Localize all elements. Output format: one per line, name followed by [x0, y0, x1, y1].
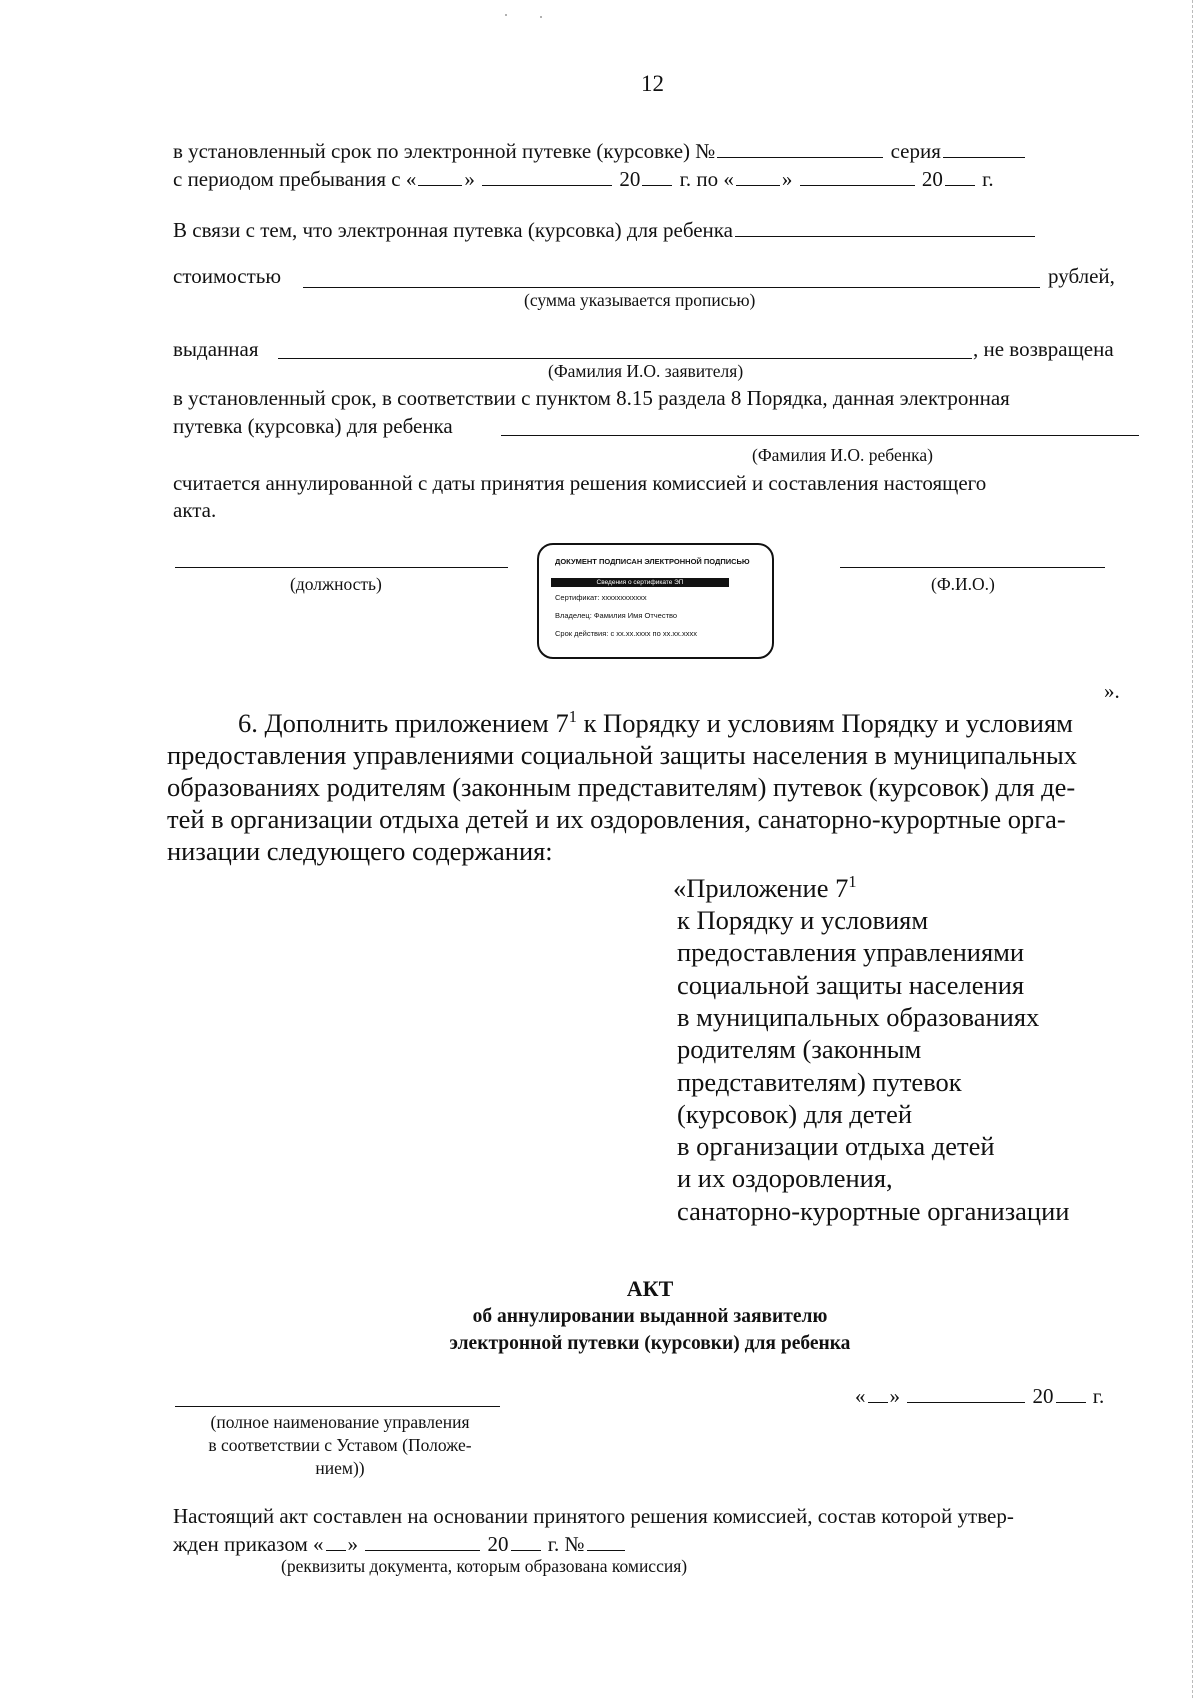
appendix-title-text: «Приложение 7 [673, 873, 849, 903]
act-year-blank [1056, 1382, 1086, 1403]
fio-hint: (Ф.И.О.) [931, 574, 995, 594]
appendix-line: в муниципальных образованиях [677, 1001, 1040, 1032]
org-name-blank [175, 1406, 500, 1407]
fio-blank [840, 567, 1105, 568]
appendix-line: родителям (законным [677, 1034, 922, 1065]
item6-line-1a: 6. Дополнить приложением 7 [238, 708, 569, 738]
org-hint-3: нием)) [315, 1458, 365, 1478]
day-from-blank [418, 165, 462, 186]
issued-tail: , не возвращена [973, 337, 1114, 361]
page-number: 12 [641, 71, 664, 96]
act-heading: АКТ [626, 1276, 674, 1301]
series-label: серия [890, 139, 941, 163]
act-year-prefix: 20 [1032, 1384, 1054, 1408]
stamp-owner: Владелец: Фамилия Имя Отчество [555, 611, 678, 620]
year-suffix: г. [982, 167, 994, 191]
order-date-open: жден приказом « [173, 1532, 324, 1556]
year-from-blank [642, 165, 672, 186]
act-day-blank [868, 1382, 888, 1403]
act-month-blank [907, 1382, 1025, 1403]
act-subtitle-2: электронной путевки (курсовки) для ребенка [449, 1333, 851, 1354]
applicant-blank [278, 358, 972, 359]
period-from-close: » [464, 167, 475, 191]
org-hint-1: (полное наименование управления [210, 1412, 470, 1432]
appendix-line: санаторно-курортные организации [677, 1195, 1070, 1226]
child-blank [735, 216, 1035, 237]
stamp-cert-bar: Сведения о сертификате ЭП [551, 578, 729, 587]
form-line-voucher [173, 137, 1027, 165]
item6-sup: 1 [568, 707, 577, 727]
order-year-blank [511, 1530, 541, 1551]
voucher-number-blank [717, 137, 883, 158]
basis-line-1: Настоящий акт составлен на основании принятого решения комиссией, состав которой утвер- [173, 1504, 1014, 1528]
cost-unit: рублей, [1048, 264, 1115, 288]
act-date-open: « [855, 1384, 866, 1408]
act-year-suffix: г. [1092, 1384, 1105, 1408]
appendix-line: к Порядку и условиям [677, 905, 929, 935]
form-line-period [173, 165, 994, 193]
act-subtitle-1: об аннулировании выданной заявителю [472, 1306, 828, 1327]
stamp-valid: Срок действия: с хх.хх.хххх по хх.хх.хххх [555, 629, 698, 638]
act-date-close: » [889, 1384, 900, 1408]
year-from-prefix: 20 [619, 167, 641, 191]
item6-line-4: тей в организации отдыха детей и их оздоровления, санаторно-курортные орга- [167, 804, 1066, 834]
child-voucher-text: В связи с тем, что электронная путевка (курсовка) для ребенка [173, 218, 733, 242]
org-hint-2: в соответствии с Уставом (Положе- [208, 1435, 472, 1455]
cost-blank [303, 287, 1040, 288]
period-to-close: » [781, 167, 793, 191]
scan-speck [540, 16, 542, 18]
basis-hint: (реквизиты документа, которым образована комиссия) [281, 1556, 688, 1576]
basis-line-2 [173, 1530, 627, 1558]
order-day-blank [326, 1530, 346, 1551]
cost-label: стоимостью [173, 264, 282, 288]
appendix-line: и их оздоровления, [677, 1163, 893, 1194]
appendix-line: (курсовок) для детей [677, 1098, 913, 1129]
applicant-hint: (Фамилия И.О. заявителя) [548, 361, 744, 381]
annul-line-2: акта. [173, 498, 217, 522]
form-line-child [173, 216, 1037, 244]
stamp-cert: Сертификат: хххххххххххх [555, 593, 647, 602]
appendix-sup: 1 [848, 872, 857, 892]
item6-line-2: предоставления управлениями социальной защиты населения в муниципальных [167, 740, 1078, 770]
series-blank [943, 137, 1025, 158]
child-line-label: путевка (курсовка) для ребенка [173, 414, 453, 438]
annul-line-1: считается аннулированной с даты принятия решения комиссией и составления настоящего [173, 471, 987, 495]
appendix-title [673, 872, 857, 904]
order-number-label: г. № [547, 1532, 585, 1556]
closing-quote: ». [1104, 679, 1120, 703]
scan-speck [505, 14, 507, 16]
stamp-title: ДОКУМЕНТ ПОДПИСАН ЭЛЕКТРОННОЙ ПОДПИСЬЮ [555, 557, 750, 566]
period-from-open: с периодом пребывания с « [173, 167, 417, 191]
position-blank [175, 567, 508, 568]
issued-label: выданная [173, 337, 259, 361]
appendix-line: в организации отдыха детей [677, 1131, 995, 1162]
period-to-open: г. по « [679, 167, 734, 191]
child-name-blank [501, 435, 1139, 436]
day-to-blank [736, 165, 780, 186]
cost-hint: (сумма указывается прописью) [524, 290, 756, 310]
order-month-blank [365, 1530, 480, 1551]
appendix-line: представителям) путевок [677, 1066, 962, 1097]
appendix-line: предоставления управлениями [677, 937, 1025, 968]
order-date-close: » [347, 1532, 358, 1556]
act-date [855, 1382, 1104, 1410]
item6-line-5: низации следующего содержания: [167, 836, 553, 866]
electronic-signature-stamp [537, 543, 774, 659]
month-to-blank [800, 165, 915, 186]
order-year-prefix: 20 [487, 1532, 509, 1556]
returned-line: в установленный срок, в соответствии с пунктом 8.15 раздела 8 Порядка, данная электронная [173, 386, 1010, 410]
year-to-blank [945, 165, 975, 186]
month-from-blank [482, 165, 612, 186]
scan-edge [1192, 0, 1194, 1698]
appendix-line: социальной защиты населения [677, 969, 1025, 1000]
order-number-blank [587, 1530, 625, 1551]
item6-line-1b: к Порядку и условиям Порядку и условиям [576, 708, 1073, 738]
item6-line-3: образованиях родителям (законным представителям) путевок (курсовок) для де- [167, 772, 1076, 802]
voucher-label: в установленный срок по электронной путевке (курсовке) № [173, 139, 716, 163]
year-to-prefix: 20 [921, 167, 943, 191]
position-hint: (должность) [290, 574, 382, 594]
item6-line-1 [238, 707, 1073, 739]
child-name-hint: (Фамилия И.О. ребенка) [752, 445, 933, 465]
